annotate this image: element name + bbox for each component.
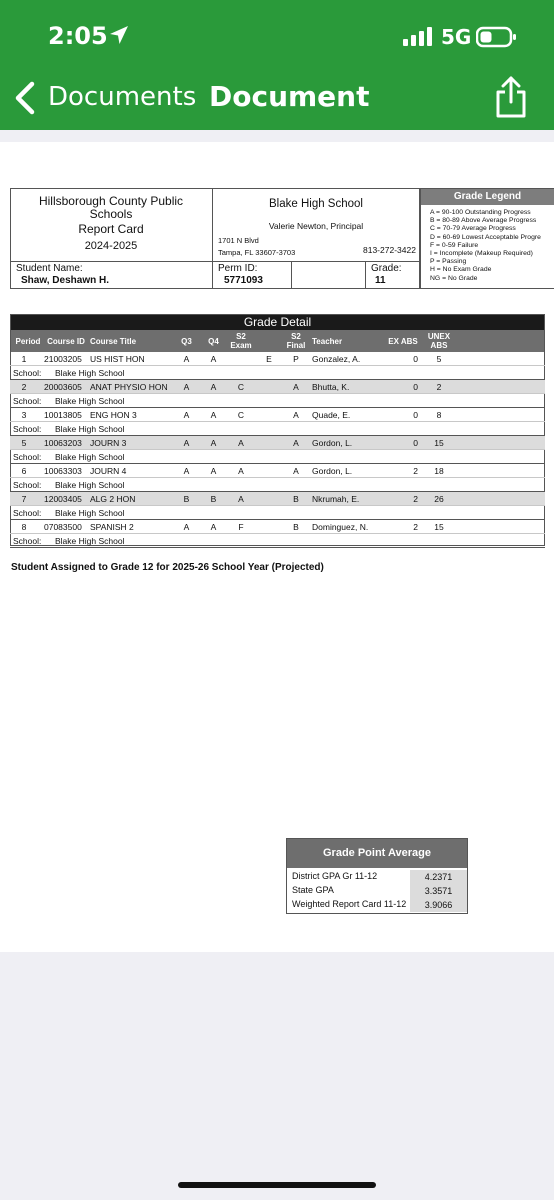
school-name-cell: Blake High School xyxy=(55,508,125,518)
gpa-value: 3.9066 xyxy=(410,898,467,912)
table-row xyxy=(10,436,545,450)
course-title-cell: JOURN 4 xyxy=(90,466,127,476)
district-name-cont: Schools xyxy=(89,207,133,221)
back-button[interactable]: Documents xyxy=(48,82,197,112)
course-title-cell: SPANISH 2 xyxy=(90,522,134,532)
q4-cell: A xyxy=(210,354,217,364)
course-id-cell: 10013805 xyxy=(44,410,82,420)
district-name: Hillsborough County Public xyxy=(38,194,184,208)
q3-cell: A xyxy=(183,410,190,420)
ex-abs-cell: 0 xyxy=(413,382,418,392)
q4-cell: A xyxy=(210,466,217,476)
s2-final-cell: A xyxy=(293,438,299,448)
app-header xyxy=(0,0,554,130)
ex-abs-cell: 0 xyxy=(413,354,418,364)
legend-item: NG = No Grade xyxy=(430,274,478,282)
school-row xyxy=(10,478,545,492)
table-row xyxy=(10,492,545,506)
teacher-cell: Gordon, L. xyxy=(312,466,353,476)
school-name-cell: Blake High School xyxy=(55,480,125,490)
q4-cell: B xyxy=(210,494,217,504)
grade-value: 11 xyxy=(375,275,386,286)
school-address: 1701 N Blvd xyxy=(218,236,259,245)
col-course-id: Course ID xyxy=(47,337,85,346)
share-icon[interactable] xyxy=(494,74,528,118)
unex-abs-cell: 18 xyxy=(434,466,444,476)
student-name-label: Student Name: xyxy=(16,263,83,274)
school-name-cell: Blake High School xyxy=(55,396,125,406)
unex-abs-cell: 15 xyxy=(434,522,444,532)
col-ex-abs: EX ABS xyxy=(388,337,418,346)
period-cell: 5 xyxy=(21,438,27,448)
s2-final-cell: A xyxy=(293,410,299,420)
teacher-cell: Dominguez, N. xyxy=(312,522,369,532)
grade-legend-title: Grade Legend xyxy=(421,189,554,205)
q4-cell: A xyxy=(210,438,217,448)
chevron-left-icon[interactable] xyxy=(8,80,44,116)
gpa-row xyxy=(286,884,468,898)
legend-item: B = 80-89 Above Average Progress xyxy=(430,217,537,225)
s2-final-cell: A xyxy=(293,382,299,392)
teacher-cell: Quade, E. xyxy=(312,410,351,420)
status-time: 2:05 xyxy=(48,22,108,50)
gpa-label: District GPA Gr 11-12 xyxy=(292,871,378,881)
s2-final-cell: B xyxy=(293,522,299,532)
col-period: Period xyxy=(15,337,41,346)
battery-icon xyxy=(476,26,518,48)
teacher-cell: Bhutta, K. xyxy=(312,382,350,392)
course-id-cell: 10063203 xyxy=(44,438,82,448)
s2-exam-cell: C xyxy=(237,382,245,392)
school-label: School: xyxy=(13,368,42,378)
s2-exam-cell: A xyxy=(238,494,244,504)
perm-id: 5771093 xyxy=(224,275,263,286)
s2-exam-cell: A xyxy=(238,438,244,448)
signal-bars-icon xyxy=(403,26,435,46)
course-title-cell: JOURN 3 xyxy=(90,438,127,448)
period-cell: 8 xyxy=(21,522,27,532)
s2-exam-cell: A xyxy=(238,466,244,476)
col-s2-exam-line1: S2 xyxy=(236,332,246,341)
col-course-title: Course Title xyxy=(90,337,137,346)
course-id-cell: 12003405 xyxy=(44,494,82,504)
col-teacher: Teacher xyxy=(312,337,343,346)
document-page xyxy=(0,142,554,952)
q4-cell: A xyxy=(210,410,217,420)
ex-abs-cell: 2 xyxy=(413,522,418,532)
s2-final-cell: P xyxy=(293,354,299,364)
col-unex-abs-line2: ABS xyxy=(430,341,448,350)
period-cell: 7 xyxy=(21,494,27,504)
s2-final-cell: B xyxy=(293,494,299,504)
school-label: School: xyxy=(13,424,42,434)
q3-cell: A xyxy=(183,382,190,392)
school-row xyxy=(10,422,545,436)
grade-label: Grade: xyxy=(371,263,402,274)
course-title-cell: ALG 2 HON xyxy=(90,494,136,504)
q4-cell: A xyxy=(210,522,217,532)
gpa-row xyxy=(286,870,468,884)
legend-item: D = 60-69 Lowest Acceptable Progre xyxy=(430,233,541,241)
student-name: Shaw, Deshawn H. xyxy=(21,275,109,286)
legend-item: A = 90-100 Outstanding Progress xyxy=(430,209,531,216)
course-title-cell: ENG HON 3 xyxy=(90,410,137,420)
school-label: School: xyxy=(13,536,42,546)
table-row xyxy=(10,408,545,422)
period-cell: 1 xyxy=(21,354,27,364)
course-id-cell: 20003605 xyxy=(44,382,82,392)
page-title: Document xyxy=(209,80,370,113)
legend-item: P = Passing xyxy=(430,258,467,266)
school-label: School: xyxy=(13,480,42,490)
col-s2-final-line2: Final xyxy=(286,341,306,350)
legend-item: C = 70-79 Average Progress xyxy=(430,225,516,233)
location-arrow-icon xyxy=(108,24,130,46)
col-s2-final-line1: S2 xyxy=(291,332,301,341)
legend-item: I = Incomplete (Makeup Required) xyxy=(430,250,533,257)
q3-cell: A xyxy=(183,522,190,532)
network-type: 5G xyxy=(441,25,472,49)
s2-final-cell: A xyxy=(293,466,299,476)
q3-cell: A xyxy=(183,354,190,364)
course-id-cell: 10063303 xyxy=(44,466,82,476)
report-title: Report Card xyxy=(78,222,144,236)
course-id-cell: 07083500 xyxy=(44,522,82,532)
unex-abs-cell: 2 xyxy=(436,382,442,392)
school-label: School: xyxy=(13,452,42,462)
school-row xyxy=(10,506,545,520)
perm-id-label: Perm ID: xyxy=(218,263,258,274)
school-row xyxy=(10,394,545,408)
gpa-row xyxy=(286,898,468,912)
school-name: Blake High School xyxy=(269,198,363,210)
grade-assignment-note: Student Assigned to Grade 12 for 2025-26 School Year (Projected) xyxy=(11,562,324,573)
q3-cell: A xyxy=(183,466,190,476)
col-q4: Q4 xyxy=(208,337,219,346)
principal-name: Valerie Newton, Principal xyxy=(268,221,364,231)
school-city: Tampa, FL 33607-3703 xyxy=(218,248,296,257)
grade-detail-title: Grade Detail xyxy=(10,314,545,330)
gpa-value: 3.3571 xyxy=(410,884,467,898)
ex-abs-cell: 0 xyxy=(413,410,418,420)
table-row xyxy=(10,520,545,534)
col-unex-abs-line1: UNEX xyxy=(427,332,451,341)
s2-exam-cell: C xyxy=(237,410,245,420)
period-cell: 2 xyxy=(21,382,27,392)
school-phone: 813-272-3422 xyxy=(363,245,416,255)
s2-exam-cell: F xyxy=(238,522,244,532)
teacher-cell: Nkrumah, E. xyxy=(312,494,360,504)
school-label: School: xyxy=(13,508,42,518)
home-indicator xyxy=(178,1182,376,1188)
course-title-cell: US HIST HON xyxy=(90,354,145,364)
gpa-title: Grade Point Average xyxy=(286,838,468,868)
school-name-cell: Blake High School xyxy=(55,424,125,434)
course-title-cell: ANAT PHYSIO HON xyxy=(90,382,168,392)
teacher-cell: Gonzalez, A. xyxy=(312,354,361,364)
q4-cell: A xyxy=(210,382,217,392)
school-row xyxy=(10,366,545,380)
teacher-cell: Gordon, L. xyxy=(312,438,353,448)
period-cell: 6 xyxy=(21,466,27,476)
school-year: 2024-2025 xyxy=(84,240,138,252)
col-s2-exam-line2: Exam xyxy=(230,341,252,350)
legend-item: H = No Exam Grade xyxy=(430,266,492,274)
table-row xyxy=(10,464,545,478)
ex-abs-cell: 2 xyxy=(413,466,418,476)
school-row xyxy=(10,534,545,548)
ex-abs-cell: 0 xyxy=(413,438,418,448)
school-name-cell: Blake High School xyxy=(55,368,125,378)
unex-abs-cell: 5 xyxy=(436,354,442,364)
school-row xyxy=(10,450,545,464)
exam-code-cell: E xyxy=(266,354,272,364)
q3-cell: A xyxy=(183,438,190,448)
unex-abs-cell: 8 xyxy=(436,410,442,420)
ex-abs-cell: 2 xyxy=(413,494,418,504)
gpa-label: Weighted Report Card 11-12 xyxy=(292,899,407,909)
course-id-cell: 21003205 xyxy=(44,354,82,364)
school-name-cell: Blake High School xyxy=(55,536,125,546)
table-row xyxy=(10,352,545,366)
school-label: School: xyxy=(13,396,42,406)
unex-abs-cell: 26 xyxy=(434,494,444,504)
q3-cell: B xyxy=(183,494,190,504)
school-name-cell: Blake High School xyxy=(55,452,125,462)
gpa-value: 4.2371 xyxy=(410,870,467,884)
table-row xyxy=(10,380,545,394)
legend-item: F = 0-59 Failure xyxy=(430,241,479,249)
col-q3: Q3 xyxy=(181,337,192,346)
gpa-label: State GPA xyxy=(292,885,334,895)
period-cell: 3 xyxy=(21,410,27,420)
unex-abs-cell: 15 xyxy=(434,438,444,448)
